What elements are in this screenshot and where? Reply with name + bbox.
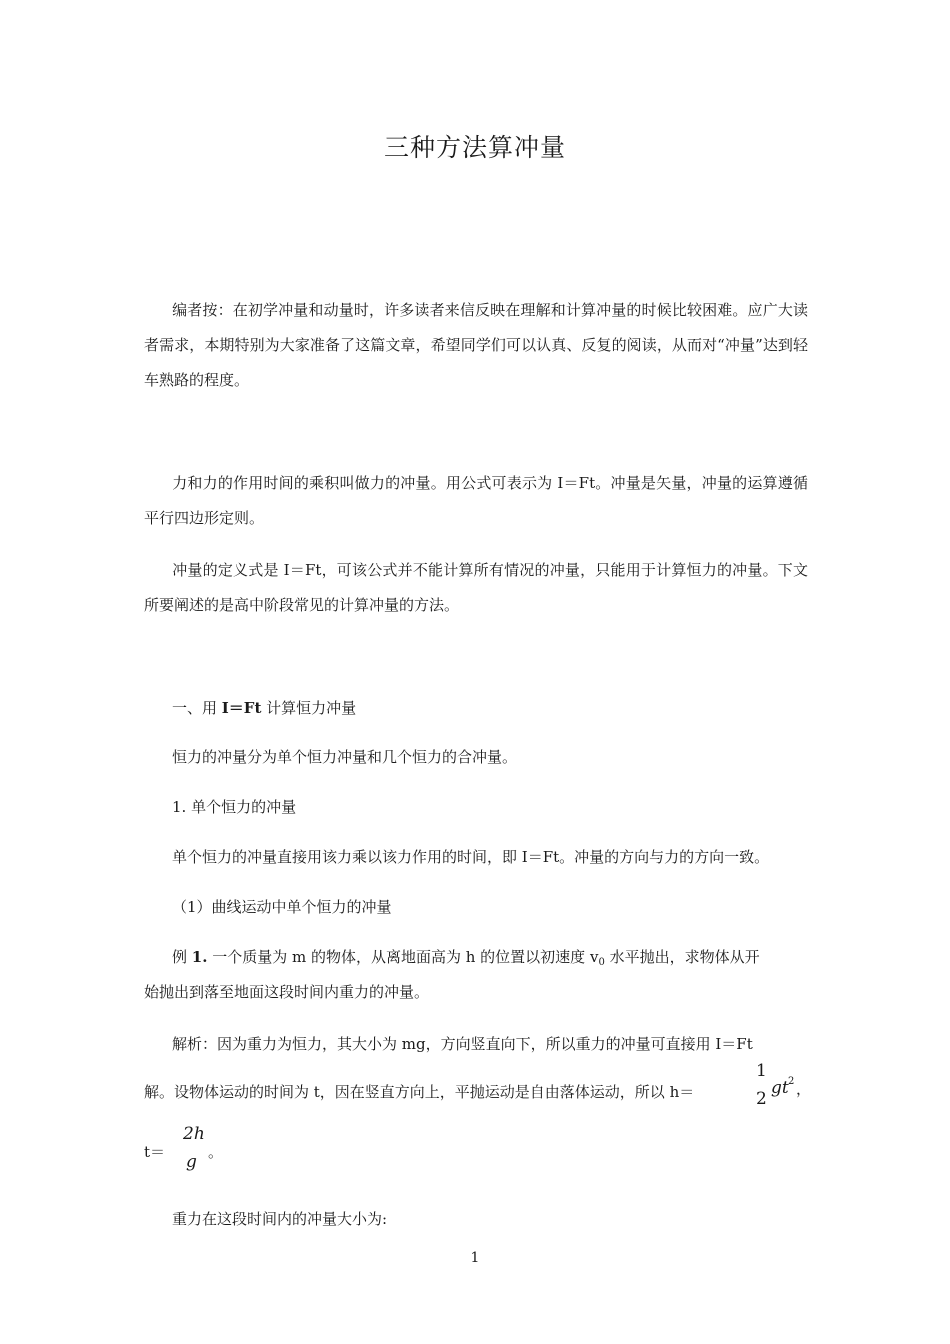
analysis-line-2: 解。设物体运动的时间为 t，因在竖直方向上，平抛运动是自由落体运动，所以 h＝ bbox=[144, 1083, 695, 1101]
section1-description: 恒力的冲量分为单个恒力冲量和几个恒力的合冲量。 bbox=[172, 748, 518, 766]
fraction-1-comma: ， bbox=[796, 1080, 812, 1098]
subsection-1: 1. 单个恒力的冲量 bbox=[172, 798, 297, 816]
example-subscript: 0 bbox=[598, 957, 605, 968]
fraction-1-tail: gt bbox=[771, 1078, 789, 1098]
editor-note bbox=[144, 293, 808, 398]
subsection-1-item-1: （1）曲线运动中单个恒力的冲量 bbox=[172, 898, 392, 916]
example-1-line-1 bbox=[172, 946, 760, 968]
intro-2-text: 冲量的定义式是 I＝Ft，可该公式并不能计算所有情况的冲量，只能用于计算恒力的冲量。下文所要阐述的是高中阶段常见的计算冲量的方法。 bbox=[144, 561, 808, 614]
section-heading-1 bbox=[172, 697, 356, 718]
page-title: 三种方法算冲量 bbox=[383, 133, 566, 162]
final-line: 重力在这段时间内的冲量大小为: bbox=[172, 1210, 388, 1228]
fraction-1-denominator: 2 bbox=[756, 1089, 767, 1109]
example-1-line-2: 始抛出到落至地面这段时间内重力的冲量。 bbox=[144, 983, 430, 1001]
example-label-number: 1. bbox=[191, 948, 208, 966]
analysis-line-1: 解析：因为重力为恒力，其大小为 mg，方向竖直向下，所以重力的冲量可直接用 I＝Ft bbox=[172, 1035, 753, 1053]
section1-prefix: 一、用 bbox=[172, 699, 222, 717]
example-label-prefix: 例 bbox=[172, 948, 192, 966]
t-equals: t＝ bbox=[144, 1143, 166, 1161]
intro-paragraph-2 bbox=[144, 553, 808, 623]
page-number: 1 bbox=[470, 1250, 480, 1266]
fraction-2-denominator: g bbox=[186, 1152, 197, 1172]
intro-1-text: 力和力的作用时间的乘积叫做力的冲量。用公式可表示为 I＝Ft。冲量是矢量，冲量的运算遵循平行四边形定则。 bbox=[144, 474, 808, 527]
fraction-2-numerator: 2h bbox=[183, 1124, 205, 1144]
fraction-1-numerator: 1 bbox=[756, 1061, 767, 1081]
section1-formula: I＝Ft bbox=[221, 699, 262, 717]
subsection-1-description: 单个恒力的冲量直接用该力乘以该力作用的时间，即 I＝Ft。冲量的方向与力的方向一致。 bbox=[172, 848, 770, 866]
intro-paragraph-1 bbox=[144, 466, 808, 536]
t-end: 。 bbox=[208, 1143, 224, 1161]
example-text-b: 水平抛出，求物体从开 bbox=[604, 948, 760, 966]
example-text-a: 一个质量为 m 的物体，从离地面高为 h 的位置以初速度 v bbox=[207, 948, 599, 966]
fraction-1-exponent: 2 bbox=[788, 1076, 795, 1087]
section1-suffix: 计算恒力冲量 bbox=[261, 699, 357, 717]
editor-note-text: 编者按：在初学冲量和动量时，许多读者来信反映在理解和计算冲量的时候比较困难。应广大读者需求，本期特别为大家准备了这篇文章，希望同学们可以认真、反复的阅读，从而对“冲量”达到轻车熟路的程度。 bbox=[144, 301, 808, 389]
